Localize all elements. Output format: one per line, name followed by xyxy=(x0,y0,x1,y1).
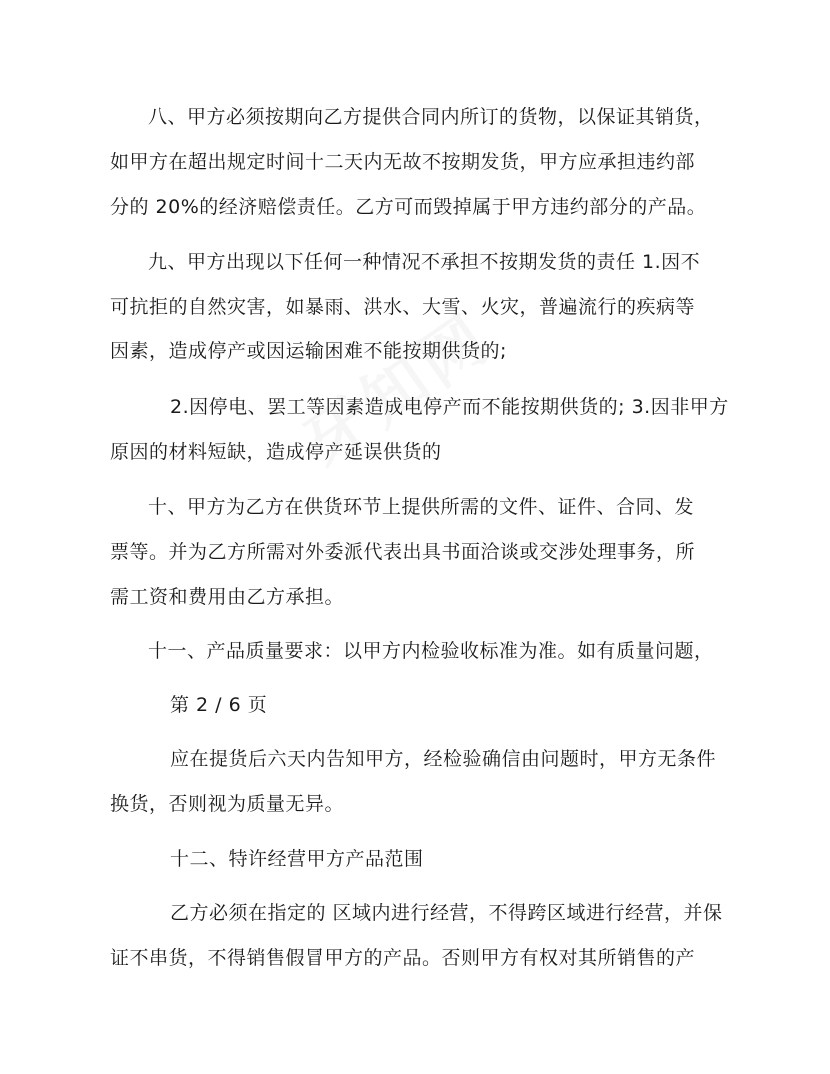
clause-9-line-1: 九、甲方出现以下任何一种情况不承担不按期发货的责任 1.因不 xyxy=(148,251,701,273)
clause-11-line-2: 应在提货后六天内告知甲方，经检验确信由问题时，甲方无条件 xyxy=(170,748,717,770)
page-number: 第 2 / 6 页 xyxy=(170,694,268,716)
clause-10-line-1: 十、甲方为乙方在供货环节上提供所需的文件、证件、合同、发 xyxy=(148,496,695,518)
clause-12-heading: 十二、特许经营甲方产品范围 xyxy=(170,848,424,870)
clause-9-item-line-1: 2.因停电、罢工等因素造成电停产而不能按期供货的; 3.因非甲方 xyxy=(170,396,729,418)
clause-11-line-1: 十一、产品质量要求：以甲方内检验收标准为准。如有质量问题， xyxy=(148,640,714,662)
clause-8-line-3: 分的 20%的经济赔偿责任。乙方可而毁掉属于甲方违约部分的产品。 xyxy=(110,196,707,218)
clause-12-line-2: 证不串货，不得销售假冒甲方的产品。否则甲方有权对其所销售的产 xyxy=(110,947,696,969)
clause-10-line-3: 需工资和费用由乙方承担。 xyxy=(110,586,345,608)
clause-10-line-2: 票等。并为乙方所需对外委派代表出具书面洽谈或交涉处理事务，所 xyxy=(110,541,696,563)
clause-9-line-2: 可抗拒的自然灾害，如暴雨、洪水、大雪、火灾，普遍流行的疾病等 xyxy=(110,296,696,318)
clause-8-line-2: 如甲方在超出规定时间十二天内无故不按期发货，甲方应承担违约部 xyxy=(110,151,696,173)
clause-11-line-3: 换货，否则视为质量无异。 xyxy=(110,793,345,815)
clause-9-line-3: 因素，造成停产或因运输困难不能按期供货的; xyxy=(110,340,507,362)
clause-8-line-1: 八、甲方必须按期向乙方提供合同内所订的货物，以保证其销货， xyxy=(148,106,714,128)
clause-9-item-line-2: 原因的材料短缺，造成停产延误供货的 xyxy=(110,441,442,463)
clause-12-line-1: 乙方必须在指定的 区域内进行经营，不得跨区域进行经营，并保 xyxy=(170,902,723,924)
